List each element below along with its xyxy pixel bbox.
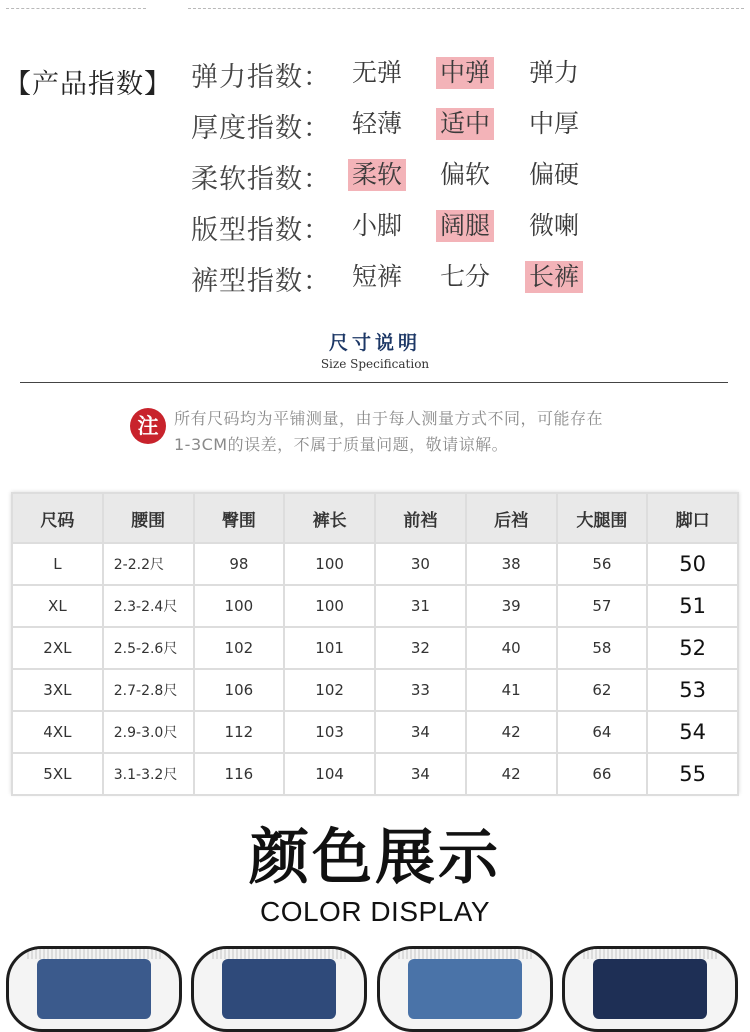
table-row <box>12 669 738 711</box>
size-spec-title: 尺寸说明 <box>328 332 421 354</box>
top-dashed-divider-right <box>188 8 744 9</box>
size-table-body <box>12 543 738 795</box>
size-table-cell: 104 <box>284 753 375 795</box>
color-display-subtitle: COLOR DISPLAY <box>259 896 491 927</box>
size-table-cell: 3.1-3.2尺 <box>103 753 194 795</box>
size-table-cell: 66 <box>557 753 648 795</box>
table-row <box>12 627 738 669</box>
size-table-cell: 31 <box>375 585 466 627</box>
size-table-cell: 112 <box>194 711 285 753</box>
size-table-cell: 42 <box>466 711 557 753</box>
index-row <box>0 205 750 249</box>
size-spec-subtitle: Size Specification <box>320 357 430 371</box>
index-row <box>0 154 750 198</box>
fabric-color-sample <box>37 959 151 1019</box>
size-table-cell: 42 <box>466 753 557 795</box>
size-table-cell: 2.3-2.4尺 <box>103 585 194 627</box>
index-name: 版型指数： <box>191 215 331 246</box>
size-table-cell: 98 <box>194 543 285 585</box>
size-table-cell: 50 <box>647 543 738 585</box>
table-row <box>12 711 738 753</box>
index-option-selected: 阔腿 <box>436 210 494 242</box>
waistband-texture <box>27 949 161 959</box>
size-table-cell: 5XL <box>12 753 103 795</box>
size-table-cell: 103 <box>284 711 375 753</box>
size-table-cell: 58 <box>557 627 648 669</box>
size-table-cell: 64 <box>557 711 648 753</box>
size-table <box>11 492 739 796</box>
top-dashed-divider-left <box>6 8 146 9</box>
product-index-section <box>0 52 750 312</box>
size-table-cell: 56 <box>557 543 648 585</box>
fabric-color-sample <box>222 959 336 1019</box>
color-swatch-thumbnail[interactable] <box>562 946 738 1032</box>
size-table-cell: 30 <box>375 543 466 585</box>
note-badge-icon: 注 <box>130 408 166 444</box>
size-table-cell: 102 <box>284 669 375 711</box>
size-table-header-cell: 裤长 <box>284 493 375 543</box>
index-option: 微喇 <box>529 211 580 240</box>
size-table-cell: XL <box>12 585 103 627</box>
size-table-container <box>11 492 739 794</box>
size-table-cell: 100 <box>284 585 375 627</box>
size-table-cell: 53 <box>647 669 738 711</box>
size-spec-header <box>0 328 750 371</box>
table-row <box>12 543 738 585</box>
size-table-cell: 116 <box>194 753 285 795</box>
size-table-cell: 54 <box>647 711 738 753</box>
index-row <box>0 52 750 96</box>
index-option: 弹力 <box>529 58 580 87</box>
size-table-cell: 4XL <box>12 711 103 753</box>
index-row <box>0 103 750 147</box>
fabric-color-sample <box>408 959 522 1019</box>
size-spec-divider <box>20 382 728 383</box>
table-row <box>12 585 738 627</box>
size-table-cell: 34 <box>375 753 466 795</box>
note-text-line-2: 1-3CM的误差，不属于质量问题，敬请谅解。 <box>174 435 509 454</box>
color-swatch-thumbnail[interactable] <box>191 946 367 1032</box>
size-table-cell: 2.9-3.0尺 <box>103 711 194 753</box>
index-name: 柔软指数： <box>191 164 331 195</box>
size-table-cell: 34 <box>375 711 466 753</box>
size-table-cell: 100 <box>194 585 285 627</box>
waistband-texture <box>398 949 532 959</box>
waistband-texture <box>212 949 346 959</box>
color-display-header <box>0 822 750 928</box>
index-option-selected: 适中 <box>436 108 494 140</box>
size-table-header-cell: 尺码 <box>12 493 103 543</box>
size-table-header-cell: 大腿围 <box>557 493 648 543</box>
index-option: 偏软 <box>440 160 491 189</box>
size-table-cell: L <box>12 543 103 585</box>
size-table-cell: 52 <box>647 627 738 669</box>
size-table-cell: 2XL <box>12 627 103 669</box>
index-name: 裤型指数： <box>191 266 331 297</box>
size-table-header-cell: 腰围 <box>103 493 194 543</box>
color-display-title: 颜色展示 <box>249 823 501 893</box>
table-row <box>12 753 738 795</box>
size-table-cell: 40 <box>466 627 557 669</box>
size-table-header-cell: 前裆 <box>375 493 466 543</box>
index-option: 中厚 <box>529 109 580 138</box>
note-text-line-1: 所有尺码均为平铺测量，由于每人测量方式不同，可能存在 <box>174 409 604 428</box>
size-table-cell: 57 <box>557 585 648 627</box>
size-table-cell: 102 <box>194 627 285 669</box>
index-option: 轻薄 <box>352 109 403 138</box>
product-index-label: 【产品指数】 <box>4 69 172 100</box>
size-table-cell: 2.7-2.8尺 <box>103 669 194 711</box>
size-table-cell: 38 <box>466 543 557 585</box>
index-row <box>0 256 750 300</box>
index-option-selected: 长裤 <box>525 261 583 293</box>
size-table-cell: 41 <box>466 669 557 711</box>
size-table-cell: 33 <box>375 669 466 711</box>
size-table-cell: 51 <box>647 585 738 627</box>
size-table-cell: 62 <box>557 669 648 711</box>
index-option: 小脚 <box>352 211 403 240</box>
size-table-header-cell: 脚口 <box>647 493 738 543</box>
fabric-color-sample <box>593 959 707 1019</box>
size-table-cell: 100 <box>284 543 375 585</box>
index-option: 无弹 <box>352 58 403 87</box>
color-swatch-thumbnail[interactable] <box>6 946 182 1032</box>
index-option: 七分 <box>440 262 491 291</box>
size-table-cell: 39 <box>466 585 557 627</box>
index-option-selected: 柔软 <box>348 159 406 191</box>
waistband-texture <box>583 949 717 959</box>
size-table-cell: 106 <box>194 669 285 711</box>
size-table-cell: 101 <box>284 627 375 669</box>
size-table-header-cell: 后裆 <box>466 493 557 543</box>
size-table-header-cell: 臀围 <box>194 493 285 543</box>
measurement-note <box>130 402 690 458</box>
size-table-header-row <box>12 493 738 543</box>
index-option: 短裤 <box>352 262 403 291</box>
index-name: 弹力指数： <box>191 62 331 93</box>
size-table-cell: 55 <box>647 753 738 795</box>
index-option-selected: 中弹 <box>436 57 494 89</box>
size-table-cell: 3XL <box>12 669 103 711</box>
index-name: 厚度指数： <box>191 113 331 144</box>
index-option: 偏硬 <box>529 160 580 189</box>
size-table-cell: 2.5-2.6尺 <box>103 627 194 669</box>
size-table-cell: 2-2.2尺 <box>103 543 194 585</box>
size-table-cell: 32 <box>375 627 466 669</box>
color-swatch-thumbnail[interactable] <box>377 946 553 1032</box>
